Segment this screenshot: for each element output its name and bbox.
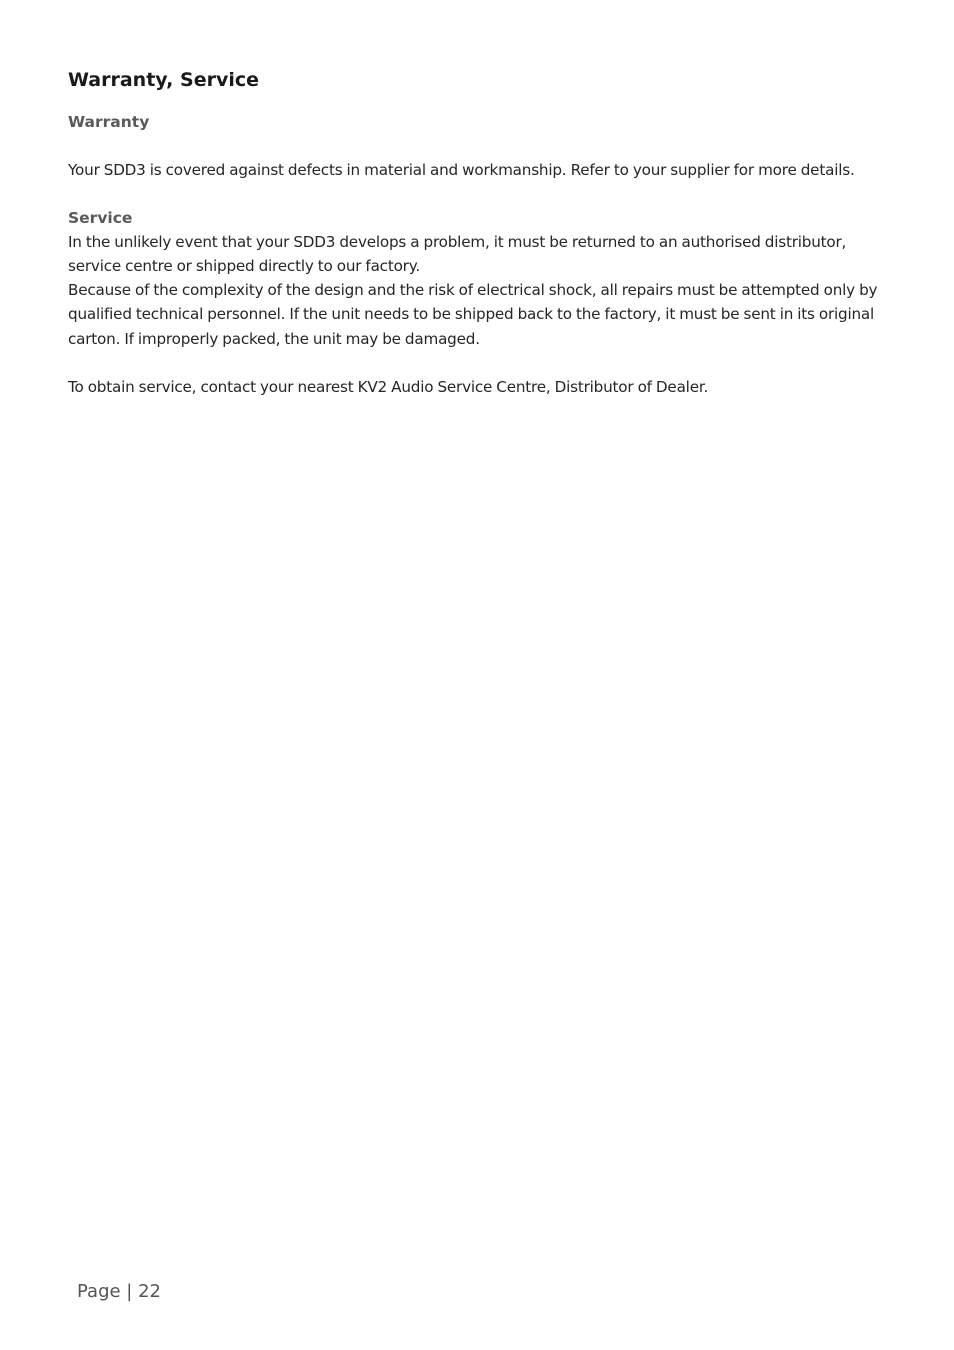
service-heading: Service <box>68 209 133 227</box>
contact-text: To obtain service, contact your nearest KV2 Audio Service Centre, Distributor of Dealer. <box>68 378 709 396</box>
repair-paragraph-line: carton. If improperly packed, the unit may be damaged. <box>68 330 480 348</box>
page-title: Warranty, Service <box>68 69 260 91</box>
service-paragraph-line: service centre or shipped directly to our factory. <box>68 257 420 275</box>
repair-paragraph-line: Because of the complexity of the design and the risk of electrical shock, all repairs must be attempted only by <box>68 281 878 299</box>
repair-paragraph-line: qualified technical personnel. If the unit needs to be shipped back to the factory, it must be sent in its original <box>68 305 875 323</box>
page-number: Page | 22 <box>77 1281 161 1302</box>
warranty-heading: Warranty <box>68 113 150 131</box>
warranty-text: Your SDD3 is covered against defects in material and workmanship. Refer to your supplier for more details. <box>68 161 855 179</box>
service-paragraph-line: In the unlikely event that your SDD3 develops a problem, it must be returned to an authorised distributor, <box>68 233 847 251</box>
